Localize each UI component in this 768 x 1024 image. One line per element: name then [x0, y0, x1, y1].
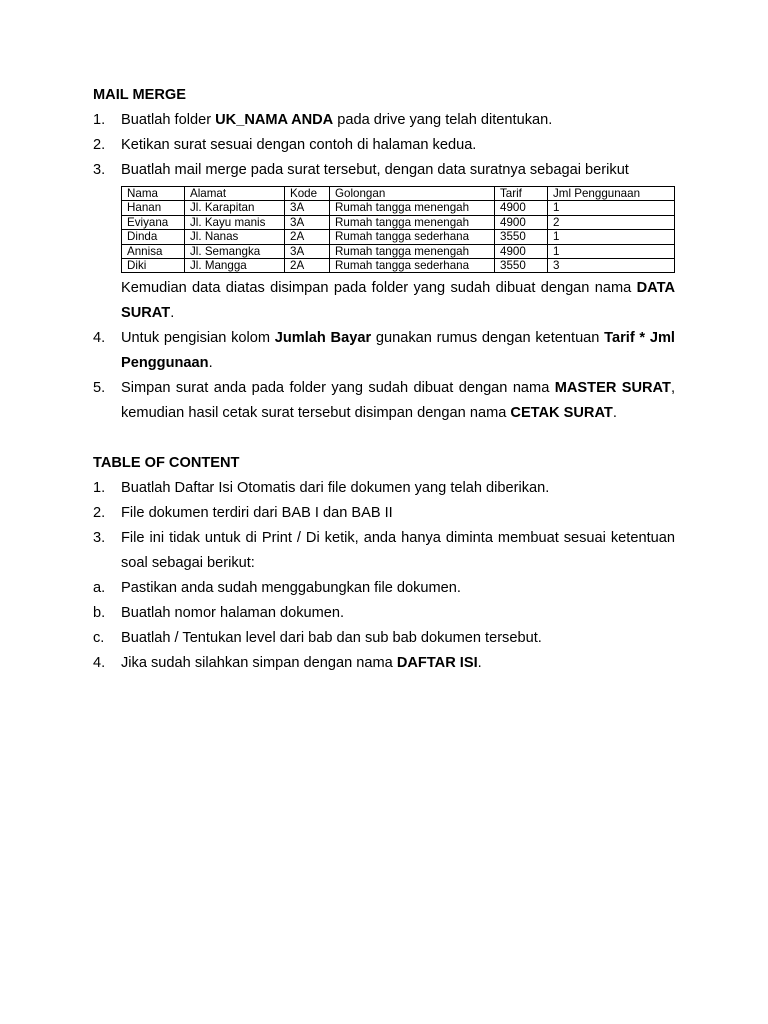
table-header-cell: Jml Penggunaan [548, 187, 675, 201]
list-text: Buatlah Daftar Isi Otomatis dari file dokumen yang telah diberikan. [121, 480, 550, 497]
table-cell: Dinda [122, 230, 185, 244]
list-number: 5. [93, 380, 106, 397]
table-header-cell: Kode [285, 187, 330, 201]
list-number: 4. [93, 330, 106, 347]
table-cell: 3A [285, 201, 330, 215]
table-cell: Eviyana [122, 215, 185, 229]
text-run: pada drive yang telah ditentukan. [333, 112, 553, 128]
list-text [121, 651, 675, 676]
table-cell: 3A [285, 244, 330, 258]
table-cell: Rumah tangga sederhana [330, 230, 495, 244]
text-run: . [477, 655, 482, 672]
table-cell: 2A [285, 259, 330, 273]
table-cell: Rumah tangga menengah [330, 244, 495, 258]
list-text: Pastikan anda sudah menggabungkan file dokumen. [121, 580, 461, 597]
table-cell: Rumah tangga menengah [330, 215, 495, 229]
bold-run: MASTER SURAT [554, 380, 671, 397]
list-number: 3. [93, 162, 106, 178]
list-text [121, 108, 675, 133]
table-cell: 1 [548, 230, 675, 244]
section-spacer [93, 426, 675, 451]
list-number: 2. [93, 505, 106, 522]
table-cell: Jl. Nanas [185, 230, 285, 244]
toc-heading: TABLE OF CONTENT [93, 455, 240, 472]
mail-merge-item-4 [93, 326, 675, 376]
text-run: , kemudian hasil cetak surat tersebut disimpan dengan nama [121, 380, 675, 422]
table-cell: Jl. Kayu manis [185, 215, 285, 229]
text-run: Buatlah folder [121, 112, 216, 128]
toc-item-4 [93, 651, 675, 676]
mail-merge-item-5 [93, 376, 675, 426]
list-letter: b. [93, 605, 106, 622]
text-run: gunakan rumus dengan ketentuan [371, 330, 605, 347]
table-row [122, 259, 675, 273]
bold-run: Jumlah Bayar [274, 330, 372, 347]
text-run: Jika sudah silahkan simpan dengan nama [121, 655, 397, 672]
table-cell: Rumah tangga menengah [330, 201, 495, 215]
toc-item-1 [93, 476, 675, 501]
mail-merge-item-2 [93, 133, 675, 158]
table-cell: 4900 [495, 215, 548, 229]
table-header-row [122, 187, 675, 201]
table-cell: Rumah tangga sederhana [330, 259, 495, 273]
list-text: File dokumen terdiri dari BAB I dan BAB II [121, 505, 393, 522]
after-table-paragraph [121, 276, 675, 326]
text-run: Untuk pengisian kolom [121, 330, 275, 347]
document-page [93, 83, 675, 676]
table-cell: 1 [548, 244, 675, 258]
list-text: File ini tidak untuk di Print / Di ketik, anda hanya diminta membuat sesuai ketentuan soal sebagai berikut: [121, 530, 675, 572]
table-cell: Jl. Semangka [185, 244, 285, 258]
list-text: Buatlah nomor halaman dokumen. [121, 605, 345, 622]
bold-run: CETAK SURAT [510, 405, 613, 422]
bold-run: Tarif * Jml Penggunaan [121, 330, 675, 372]
table-cell: 3550 [495, 230, 548, 244]
mail-merge-item-1 [93, 108, 675, 133]
table-cell: 3A [285, 215, 330, 229]
table-header-cell: Alamat [185, 187, 285, 201]
table-cell: Jl. Mangga [185, 259, 285, 273]
table-header-cell: Golongan [330, 187, 495, 201]
table-header-cell: Nama [122, 187, 185, 201]
list-text: Buatlah / Tentukan level dari bab dan sub bab dokumen tersebut. [121, 630, 542, 647]
table-cell: 1 [548, 201, 675, 215]
list-text: Buatlah mail merge pada surat tersebut, dengan data suratnya sebagai berikut [121, 162, 629, 178]
table-row [122, 201, 675, 215]
bold-run: DATA SURAT [121, 280, 675, 322]
table-cell: 2A [285, 230, 330, 244]
table-cell: Diki [122, 259, 185, 273]
bold-run: UK_NAMA ANDA [215, 112, 334, 128]
mail-merge-heading: MAIL MERGE [93, 87, 186, 103]
table-cell: 3550 [495, 259, 548, 273]
list-letter: c. [93, 630, 105, 647]
table-cell: 2 [548, 215, 675, 229]
toc-item-a [93, 576, 675, 601]
table-cell: 4900 [495, 244, 548, 258]
table-row [122, 215, 675, 229]
list-number: 1. [93, 112, 106, 128]
customer-data-table [121, 186, 675, 273]
bold-run: DAFTAR ISI [396, 655, 478, 672]
toc-item-c [93, 626, 675, 651]
table-header-cell: Tarif [495, 187, 548, 201]
list-text: Ketikan surat sesuai dengan contoh di halaman kedua. [121, 137, 477, 153]
text-run: Simpan surat anda pada folder yang sudah dibuat dengan nama [121, 380, 555, 397]
text-run: . [170, 305, 175, 322]
table-cell: Jl. Karapitan [185, 201, 285, 215]
table-cell: Annisa [122, 244, 185, 258]
table-cell: Hanan [122, 201, 185, 215]
list-number: 1. [93, 480, 106, 497]
table-row [122, 230, 675, 244]
text-run: Kemudian data diatas disimpan pada folder yang sudah dibuat dengan nama [121, 280, 637, 297]
mail-merge-item-3 [93, 158, 675, 183]
list-number: 3. [93, 530, 106, 547]
list-number: 4. [93, 655, 106, 672]
toc-item-2 [93, 501, 675, 526]
text-run: . [208, 355, 213, 372]
table-cell: 3 [548, 259, 675, 273]
text-run: . [612, 405, 617, 422]
list-letter: a. [93, 580, 106, 597]
list-text [121, 376, 675, 426]
table-row [122, 244, 675, 258]
list-number: 2. [93, 137, 106, 153]
table-cell: 4900 [495, 201, 548, 215]
toc-item-b [93, 601, 675, 626]
list-text [121, 326, 675, 376]
toc-item-3 [93, 526, 675, 576]
